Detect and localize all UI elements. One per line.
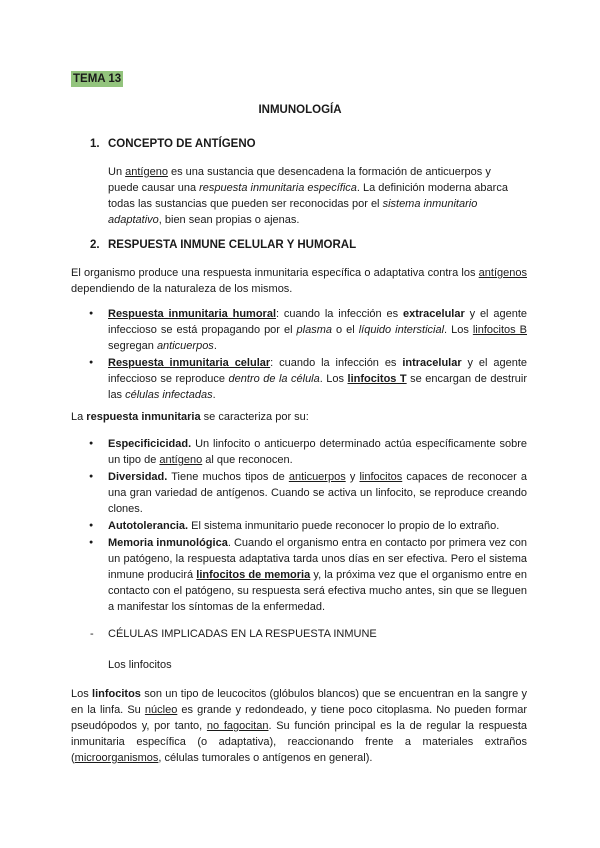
list-item xyxy=(88,518,527,534)
text-run: linfocitos xyxy=(359,471,403,483)
text-run: . xyxy=(213,340,217,352)
characterized-line xyxy=(71,409,527,425)
text-run: al que reconocen. xyxy=(202,454,293,466)
text-run: linfocitos xyxy=(92,688,141,700)
section2-heading xyxy=(90,239,356,251)
bullet-title: Diversidad. xyxy=(108,471,168,483)
bullet-title: Autotolerancia. xyxy=(108,520,189,532)
section1-paragraph xyxy=(108,164,523,228)
text-run: núcleo xyxy=(144,704,178,716)
bullet-title: Memoria inmunológica xyxy=(108,537,228,549)
text-run: . Los xyxy=(319,373,348,385)
section1-title: CONCEPTO DE ANTÍGENO xyxy=(108,138,256,150)
section2-intro xyxy=(71,265,527,297)
term-sistema-adaptativo: sistema inmunitario adaptativo xyxy=(108,198,478,226)
text-run: linfocitos B xyxy=(472,324,527,336)
features-list xyxy=(88,436,527,616)
text-run: Los xyxy=(71,688,93,700)
text-run: segregan xyxy=(108,340,157,352)
bullet-title: Especificicidad. xyxy=(108,438,192,450)
text-run: es grande y redondeado, y tiene poco citoplasma. No pueden formar pseudópodos y, por tanto, xyxy=(71,704,527,732)
text-run: . xyxy=(212,389,216,401)
list-item xyxy=(88,436,527,468)
text-run: y el agente infeccioso se reproduce xyxy=(108,357,527,385)
text-run: , células tumorales o antígenos en general). xyxy=(158,752,373,764)
text-run: . Su función principal es la de regular la respuesta inmunitaria específica (o adaptativa), reaccionando frente a materiales extraños ( xyxy=(71,720,528,764)
text-run: y, la próxima vez que el organismo entre en contacto con el patógeno, su respuesta será efectiva mucho antes, sin que se lleguen a manifestar los síntomas de la enfermedad. xyxy=(108,569,527,613)
text-run: dependiendo de la naturaleza de los mismos. xyxy=(71,283,293,295)
bullet-title: Respuesta inmunitaria celular xyxy=(108,357,271,369)
text-run: o el xyxy=(332,324,359,336)
text-run: es una sustancia que desencadena la formación de anticuerpos y puede causar una xyxy=(108,166,491,194)
cells-title: CÉLULAS IMPLICADAS EN LA RESPUESTA INMUNE xyxy=(108,628,377,640)
text-run: respuesta inmunitaria xyxy=(86,411,201,423)
text-run: capaces de reconocer a una gran variedad de antígenos. Cuando se activa un linfocito, se reproduce creando clones. xyxy=(108,471,527,515)
text-run: plasma xyxy=(296,324,333,336)
text-run: : cuando la infección es xyxy=(270,357,403,369)
list-item xyxy=(88,535,527,615)
text-run: El organismo produce una respuesta inmunitaria específica o adaptativa contra los xyxy=(71,267,479,279)
dash-marker: - xyxy=(90,628,94,640)
text-run: El sistema inmunitario puede reconocer lo propio de lo extraño. xyxy=(188,520,500,532)
text-run: . Cuando el organismo entra en contacto por primera vez con un patógeno, la respuesta adaptativa tarda unos días en ser efectiva. Pero el sistema inmune producirá xyxy=(108,537,527,581)
text-run: líquido intersticial xyxy=(358,324,445,336)
text-run: La xyxy=(71,411,87,423)
section1-heading xyxy=(90,138,256,150)
text-run: extracelular xyxy=(402,308,465,320)
text-run: y el agente infeccioso se está propagando por el xyxy=(108,308,527,336)
text-run: linfocitos de memoria xyxy=(196,569,311,581)
bullet-title: Respuesta inmunitaria humoral xyxy=(108,308,277,320)
section2-number: 2. xyxy=(90,239,100,251)
cells-paragraph xyxy=(71,686,527,766)
text-run: microorganismos xyxy=(74,752,159,764)
text-run: células infectadas xyxy=(125,389,213,401)
text-run: . La definición moderna abarca todas las sustancias que pueden ser reconocidas por el xyxy=(108,182,508,210)
text-run: , bien sean propias o ajenas. xyxy=(158,214,300,226)
section2-title: RESPUESTA INMUNE CELULAR Y HUMORAL xyxy=(108,239,357,251)
text-run: dentro de la célula xyxy=(228,373,320,385)
list-item xyxy=(88,355,527,403)
term-respuesta-especifica: respuesta inmunitaria específica xyxy=(199,182,357,194)
cells-heading xyxy=(90,626,520,642)
response-types-list xyxy=(88,306,527,404)
page-title: INMUNOLOGÍA xyxy=(258,104,342,116)
text-run: Tiene muchos tipos de xyxy=(167,471,289,483)
text-run: intracelular xyxy=(402,357,462,369)
term-antigeno: antígeno xyxy=(125,166,168,178)
list-item xyxy=(88,469,527,517)
text-run: anticuerpos xyxy=(156,340,214,352)
term-antigenos: antígenos xyxy=(478,267,527,279)
text-run: antígeno xyxy=(159,454,203,466)
text-run: : cuando la infección es xyxy=(276,308,403,320)
text-run: se encargan de destruir las xyxy=(108,373,528,401)
cells-subheading: Los linfocitos xyxy=(108,659,172,671)
text-run: se caracteriza por su: xyxy=(200,411,309,423)
section1-number: 1. xyxy=(90,138,100,150)
text-run: y xyxy=(345,471,360,483)
text-run: anticuerpos xyxy=(288,471,346,483)
text-run: Un xyxy=(108,166,126,178)
text-run: . Los xyxy=(444,324,473,336)
text-run: son un tipo de leucocitos (glóbulos blancos) que se encuentran en la sangre y en la linfa. Su xyxy=(71,688,527,716)
text-run: linfocitos T xyxy=(347,373,407,385)
tema-label: TEMA 13 xyxy=(73,73,122,85)
text-run: Un linfocito o anticuerpo determinado actúa específicamente sobre un tipo de xyxy=(108,438,527,466)
list-item xyxy=(88,306,527,354)
text-run: no fagocitan xyxy=(206,720,269,732)
